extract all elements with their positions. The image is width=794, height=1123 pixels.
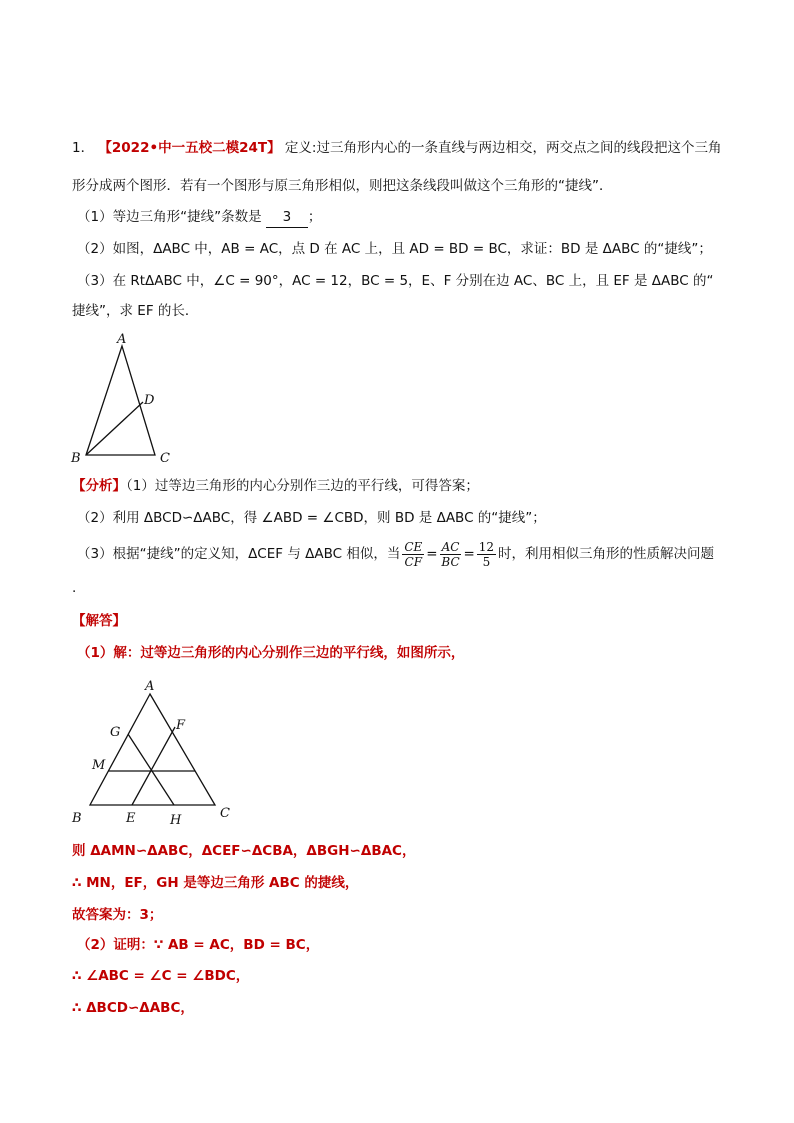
solution-line-7: ∴ ΔBCD∽ΔABC， bbox=[72, 1000, 194, 1016]
analysis-text-1: （1）过等边三角形的内心分别作三边的平行线，可得答案； bbox=[126, 478, 479, 494]
problem-line-1 bbox=[72, 138, 721, 158]
solution-line-4: 故答案为：3； bbox=[72, 907, 163, 923]
label-c: C bbox=[160, 451, 170, 466]
label-m: M bbox=[92, 758, 106, 773]
fraction-ce-cf: $\frac{CE}{CF}$ bbox=[404, 539, 423, 569]
label-d: D bbox=[144, 393, 155, 408]
question-3-line-2: 捷线”，求 EF 的长． bbox=[72, 303, 199, 319]
analysis-line-4: . bbox=[72, 580, 77, 596]
question-1-end: ； bbox=[307, 209, 322, 225]
label-a: A bbox=[117, 332, 127, 347]
triangle-abc bbox=[90, 694, 215, 805]
question-1-answer: 3 bbox=[266, 207, 308, 228]
fraction-ac-bc: $\frac{AC}{BC}$ bbox=[441, 539, 460, 569]
label-c: C bbox=[220, 806, 230, 821]
problem-text-1: 定义:过三角形内心的一条直线与两边相交，两交点之间的线段把这个三角 bbox=[284, 140, 722, 156]
analysis-line-1 bbox=[72, 476, 479, 496]
analysis-text-3-end: 时，利用相似三角形的性质解决问题 bbox=[498, 546, 715, 562]
solution-line-6: ∴ ∠ABC = ∠C = ∠BDC， bbox=[72, 968, 250, 984]
solution-tag: 【解答】 bbox=[72, 613, 126, 629]
analysis-text-3: （3）根据“捷线”的定义知，ΔCEF 与 ΔABC 相似，当 bbox=[77, 546, 401, 562]
question-3-line-1: （3）在 RtΔABC 中，∠C = 90°，AC = 12，BC = 5，E、F 分别在边 AC、BC 上，且 EF 是 ΔABC 的“ bbox=[77, 273, 714, 289]
analysis-line-3: （3）根据“捷线”的定义知，ΔCEF 与 ΔABC 相似，当 $\frac{CE}{CF}$ = $\frac{AC}{BC}$ = $\frac{12}{5}$ 时，利用相似三角形的性质解决问题 bbox=[77, 539, 715, 569]
segment-ef bbox=[132, 727, 175, 805]
label-h: H bbox=[170, 813, 182, 828]
solution-line-1: （1）解：过等边三角形的内心分别作三边的平行线，如图所示， bbox=[77, 645, 465, 661]
analysis-line-2: （2）利用 ΔBCD∽ΔABC，得 ∠ABD = ∠CBD，则 BD 是 ΔABC 的“捷线”； bbox=[77, 510, 546, 526]
solution-line-3: ∴ MN，EF，GH 是等边三角形 ABC 的捷线， bbox=[72, 875, 359, 891]
solution-line-2: 则 ΔAMN∽ΔABC，ΔCEF∽ΔCBA，ΔBGH∽ΔBAC， bbox=[72, 843, 416, 859]
question-1-text: （1）等边三角形“捷线”条数是 bbox=[77, 209, 262, 225]
analysis-tag: 【分析】 bbox=[72, 478, 126, 494]
label-a: A bbox=[145, 679, 155, 694]
label-g: G bbox=[110, 725, 121, 740]
label-b: B bbox=[72, 811, 82, 826]
problem-number: 1． bbox=[72, 140, 95, 156]
label-e: E bbox=[126, 811, 136, 826]
problem-source: 【2022•中一五校二模24T】 bbox=[98, 140, 281, 156]
question-2: （2）如图，ΔABC 中，AB = AC，点 D 在 AC 上，且 AD = BD = BC，求证：BD 是 ΔABC 的“捷线”； bbox=[77, 241, 712, 257]
segment-gh bbox=[128, 734, 174, 805]
solution-line-5: （2）证明：∵ AB = AC，BD = BC， bbox=[77, 937, 320, 953]
label-b: B bbox=[71, 451, 81, 466]
label-f: F bbox=[176, 718, 186, 733]
question-1 bbox=[77, 207, 321, 228]
figure-isosceles-triangle bbox=[64, 328, 194, 468]
problem-text-2: 形分成两个图形．若有一个图形与原三角形相似，则把这条线段叫做这个三角形的“捷线”． bbox=[72, 178, 613, 194]
fraction-12-5: $\frac{12}{5}$ bbox=[478, 539, 495, 569]
figure-equilateral-triangle bbox=[64, 672, 244, 832]
